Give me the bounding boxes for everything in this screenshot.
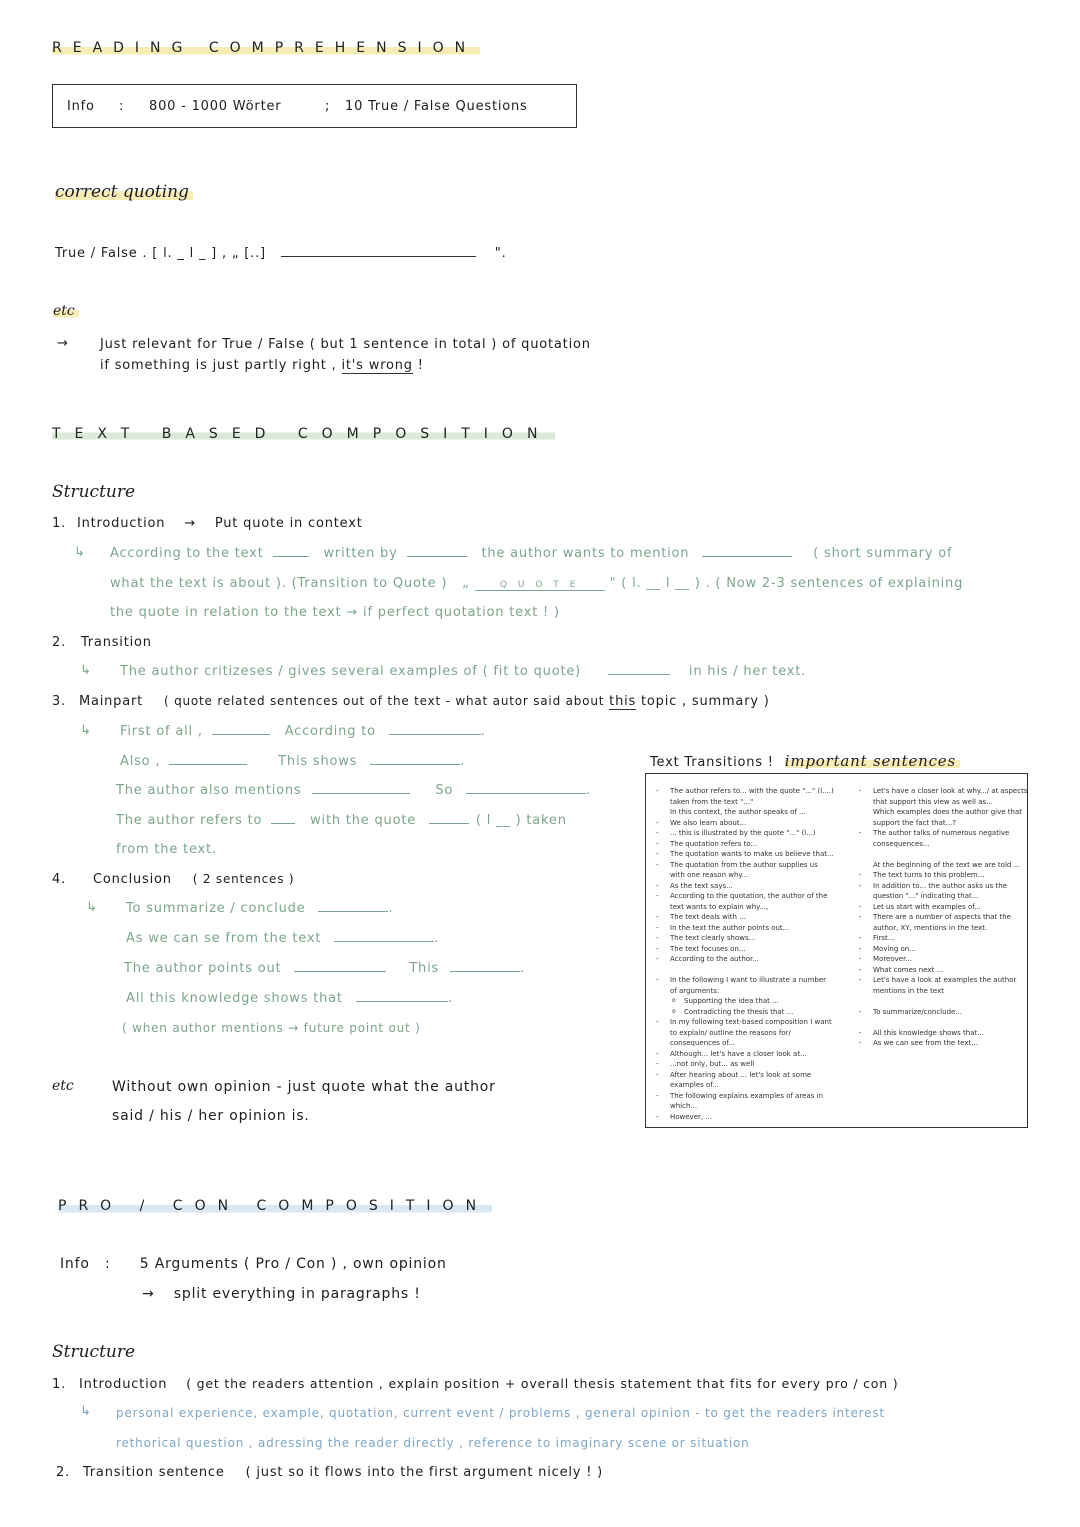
transition-phrase: - After hearing about ... let's look at some — [656, 1070, 834, 1081]
quote-format-suffix: ". — [494, 246, 507, 261]
tbc-heading: TEXT BASED COMPOSITION — [52, 426, 555, 442]
procon-info-text: 5 Arguments ( Pro / Con ) , own opinion — [139, 1256, 447, 1272]
procon-info — [60, 1256, 447, 1272]
transition-phrase: of arguments: — [670, 986, 720, 995]
blank — [608, 664, 670, 675]
procon-transition-desc: ( just so it flows into the first argument nicely ! ) — [245, 1465, 604, 1480]
transition-phrase: - ... this is illustrated by the quote "..." (l...) — [656, 828, 834, 839]
return-arrow-icon: ↳ — [74, 545, 86, 560]
arrow-icon: → — [184, 516, 196, 531]
etc-line2-emphasis: it's wrong — [341, 358, 413, 373]
procon-intro-line-1: personal experience, example, quotation, current event / problems , general opinion - to get the readers interest — [116, 1406, 885, 1420]
transition-phrase: In this context, the author speaks of ... — [670, 808, 806, 816]
info-colon: : — [119, 99, 125, 114]
arrow-icon: → — [57, 336, 69, 351]
transition-phrase: author, XY, mentions in the text. — [873, 923, 988, 932]
tbc-transition — [52, 635, 152, 650]
transition-phrase: - In my following text-based composition I want — [656, 1017, 834, 1028]
main-line-3: The author also mentions So . — [116, 783, 592, 798]
transition-phrase — [859, 849, 1027, 860]
transition-phrase: - In the following I want to illustrate a number — [656, 975, 834, 986]
transitions-box — [645, 773, 1028, 1128]
transition-number: 2. — [52, 635, 67, 650]
transition-phrase: - However, ... — [656, 1112, 834, 1123]
transition-phrase: - What comes next ... — [859, 965, 1027, 976]
reading-etc-line1: Just relevant for True / False ( but 1 sentence in total ) of quotation — [100, 337, 591, 352]
transition-phrase: support the fact that...? — [873, 818, 956, 827]
blank — [294, 961, 386, 972]
main-label: Mainpart — [78, 694, 144, 709]
transition-phrase: text wants to explain why..., — [670, 902, 769, 911]
intro-l2-a: what the text is about ). (Transition to Quote ) — [110, 576, 448, 591]
etc-line2-prefix: if something is just partly right , — [100, 358, 337, 373]
conclusion-line-2: As we can se from the text . — [126, 931, 440, 946]
tbc-intro — [52, 516, 363, 531]
transition-phrase: consequences... — [873, 839, 930, 848]
transition-phrase: taken from the text "..." — [670, 797, 754, 806]
transition-phrase: - According to the author... — [656, 954, 834, 965]
conclusion-line-3: The author points out This . — [124, 961, 525, 976]
tbc-structure-title: Structure — [52, 482, 136, 502]
intro-l2-b: " ( l. __ l __ ) . ( Now 2-3 sentences of explaining — [609, 576, 964, 591]
transition-phrase: - First... — [859, 933, 1027, 944]
intro-number: 1. — [52, 516, 67, 531]
transition-phrase: - As the text says... — [656, 881, 834, 892]
main-l4-a: The author refers to — [116, 813, 263, 828]
transition-phrase: mentions in the text — [873, 986, 944, 995]
concl-l2: As we can se from the text — [126, 931, 322, 946]
procon-transition-number: 2. — [56, 1465, 71, 1480]
blank — [429, 813, 469, 824]
correct-quoting-title: correct quoting — [55, 182, 193, 202]
intro-line-1 — [110, 546, 952, 561]
transition-phrase: o Supporting the idea that ... — [656, 996, 834, 1007]
transition-l1-b: in his / her text. — [688, 664, 807, 679]
procon-intro-label: Introduction — [78, 1377, 168, 1392]
conclusion-line-1: To summarize / conclude . — [126, 901, 394, 916]
procon-heading: PRO / CON COMPOSITION — [58, 1198, 492, 1214]
transition-phrase: - The text deals with ... — [656, 912, 834, 923]
main-desc-emph: this — [609, 694, 637, 709]
transition-phrase: with one reason why... — [670, 871, 749, 879]
transition-phrase: - All this knowledge shows that... — [859, 1028, 1027, 1039]
blank — [271, 813, 295, 824]
transition-phrase: - The text clearly shows... — [656, 933, 834, 944]
intro-line-3: the quote in relation to the text → if perfect quotation text ! ) — [110, 605, 560, 620]
transition-phrase: - The author refers to... with the quote "..." (l....) — [656, 786, 834, 797]
blank — [318, 901, 388, 912]
intro-l1-d: ( short summary of — [813, 546, 953, 561]
concl-l4: All this knowledge shows that — [126, 991, 343, 1006]
transition-phrase: - Let's have a closer look at why.../ at aspects — [859, 786, 1027, 797]
transition-phrase: - The quotation from the author supplies us — [656, 860, 834, 871]
reading-etc: etc — [53, 303, 79, 319]
reading-info-box — [52, 84, 577, 128]
blank — [389, 724, 481, 735]
info-separator: ; — [325, 99, 331, 114]
transition-phrase: - Moreover... — [859, 954, 1027, 965]
transition-phrase — [859, 1017, 1027, 1028]
transition-phrase: - Let's have a look at examples the author — [859, 975, 1027, 986]
tbc-etc-line1: Without own opinion - just quote what the author — [112, 1079, 496, 1095]
transition-phrase: - In addition to... the author asks us the — [859, 881, 1027, 892]
reading-etc-line2 — [100, 358, 424, 373]
transitions-right-column — [859, 786, 1027, 1049]
quote-format-prefix: True / False . [ l. _ l _ ] , „ [..] — [55, 246, 266, 261]
tbc-etc-line2: said / his / her opinion is. — [112, 1108, 310, 1124]
blank — [212, 724, 270, 735]
conclusion-label: Conclusion — [92, 872, 172, 887]
transition-line-1 — [120, 664, 806, 679]
main-l4-c: ( l __ ) taken — [475, 813, 567, 828]
tbc-mainpart — [52, 694, 770, 709]
transitions-left-column — [656, 786, 834, 1122]
transition-phrase: - As we can see from the text... — [859, 1038, 1027, 1049]
transition-phrase: question "..." indicating that... — [873, 892, 979, 900]
transition-phrase: Which examples does the author give that — [873, 808, 1023, 816]
info-questions: 10 True / False Questions — [345, 99, 528, 114]
intro-l1-b: written by — [323, 546, 398, 561]
transition-phrase: to explain/ outline the reasons for/ — [670, 1028, 791, 1037]
quote-placeholder: Q U O T E — [475, 580, 605, 591]
transition-phrase: - The author talks of numerous negative — [859, 828, 1027, 839]
info-label: Info — [67, 99, 95, 114]
blank — [450, 961, 520, 972]
main-line-2: Also , This shows . — [120, 754, 466, 769]
transitions-title-b: important sentences — [785, 752, 960, 770]
blank — [334, 931, 434, 942]
procon-transition-label: Transition sentence — [82, 1465, 225, 1480]
intro-action: Put quote in context — [214, 516, 363, 531]
procon-info-colon: : — [104, 1256, 111, 1272]
return-arrow-icon: ↳ — [80, 663, 92, 678]
procon-structure-title: Structure — [52, 1342, 136, 1362]
transition-phrase: At the beginning of the text we are told ... — [873, 860, 1021, 869]
transition-phrase: - ...not only, but... as well — [656, 1059, 834, 1070]
tbc-etc: etc — [52, 1078, 74, 1094]
reading-heading: READING COMPREHENSION — [52, 40, 480, 56]
transition-phrase: - Moving on... — [859, 944, 1027, 955]
main-l3-a: The author also mentions — [116, 783, 302, 798]
procon-intro — [52, 1376, 898, 1392]
transition-phrase: o Contradicting the thesis that ... — [656, 1007, 834, 1018]
transition-phrase — [656, 965, 834, 976]
main-l3-b: So — [435, 783, 454, 798]
main-l2-a: Also , — [120, 754, 161, 769]
procon-intro-line-2: rethorical question , adressing the reader directly , reference to imaginary scene or situation — [116, 1436, 750, 1450]
transition-phrase: - The text turns to this problem... — [859, 870, 1027, 881]
blank — [312, 783, 410, 794]
main-line-4 — [116, 813, 567, 828]
blank — [169, 754, 247, 765]
info-words: 800 - 1000 Wörter — [149, 99, 282, 114]
transition-phrase: that support this view as well as... — [873, 797, 993, 806]
procon-intro-number: 1. — [52, 1377, 67, 1392]
transition-phrase — [859, 996, 1027, 1007]
conclusion-line-5: ( when author mentions → future point out ) — [122, 1021, 421, 1035]
transition-phrase: - To summarize/conclude... — [859, 1007, 1027, 1018]
conclusion-number: 4. — [52, 872, 67, 887]
transitions-title-a: Text Transitions ! — [650, 755, 774, 770]
transition-phrase: consequences of... — [670, 1039, 736, 1047]
transition-phrase: - There are a number of aspects that the — [859, 912, 1027, 923]
blank — [370, 754, 460, 765]
main-l1-a: First of all , — [120, 724, 203, 739]
intro-label: Introduction — [76, 516, 166, 531]
conclusion-note: ( 2 sentences ) — [192, 872, 295, 886]
main-line-5: from the text. — [116, 842, 217, 857]
transition-phrase: - Although... let's have a closer look at... — [656, 1049, 834, 1060]
concl-l3-b: This — [409, 961, 440, 976]
transition-phrase: which... — [670, 1102, 698, 1110]
blank — [273, 546, 309, 557]
main-l2-b: This shows — [278, 754, 358, 769]
main-desc-a: ( quote related sentences out of the text - what autor said about — [163, 694, 605, 708]
main-number: 3. — [52, 694, 67, 709]
concl-l1: To summarize / conclude — [126, 901, 306, 916]
main-l4-b: with the quote — [310, 813, 417, 828]
intro-line-2: what the text is about ). (Transition to Quote ) „ Q U O T E " ( l. __ l __ ) . ( Now 2-3 sentences of explaining — [110, 576, 964, 591]
procon-info-label: Info — [60, 1256, 90, 1272]
etc-line2-suffix: ! — [417, 358, 424, 373]
main-line-1: First of all , According to . — [120, 724, 486, 739]
quote-format — [55, 246, 507, 261]
arrow-icon: → — [142, 1286, 155, 1302]
procon-split-text: split everything in paragraphs ! — [173, 1286, 421, 1302]
return-arrow-icon: ↳ — [86, 900, 98, 915]
quote-blank — [281, 246, 476, 257]
procon-intro-desc: ( get the readers attention , explain position + overall thesis statement that fits for every pro / con ) — [186, 1376, 899, 1391]
transition-label: Transition — [80, 635, 152, 650]
transition-phrase: - The quotation refers to... — [656, 839, 834, 850]
transition-phrase: - The text focuses on... — [656, 944, 834, 955]
main-l1-b: According to — [284, 724, 376, 739]
blank — [466, 783, 586, 794]
transition-phrase: - The following explains examples of areas in — [656, 1091, 834, 1102]
transition-phrase: - In the text the author points out... — [656, 923, 834, 934]
transition-l1-a: The author critizeses / gives several examples of ( fit to quote) — [120, 664, 582, 679]
transition-phrase: examples of... — [670, 1081, 719, 1089]
tbc-conclusion — [52, 872, 294, 887]
conclusion-line-4: All this knowledge shows that . — [126, 991, 453, 1006]
transition-phrase: - We also learn about... — [656, 818, 834, 829]
blank — [407, 546, 467, 557]
return-arrow-icon: ↳ — [80, 1404, 92, 1419]
transition-phrase: - According to the quotation, the author of the — [656, 891, 834, 902]
intro-l1-c: the author wants to mention — [481, 546, 690, 561]
concl-l3-a: The author points out — [124, 961, 282, 976]
intro-l1-a: According to the text — [110, 546, 264, 561]
transition-phrase: - Let us start with examples of... — [859, 902, 1027, 913]
blank — [356, 991, 448, 1002]
transitions-title — [650, 752, 960, 770]
procon-transition — [56, 1465, 603, 1480]
return-arrow-icon: ↳ — [80, 723, 92, 738]
transition-phrase: - The quotation wants to make us believe that... — [656, 849, 834, 860]
main-desc-b: topic , summary ) — [641, 694, 770, 709]
blank — [702, 546, 792, 557]
procon-split — [142, 1286, 421, 1302]
